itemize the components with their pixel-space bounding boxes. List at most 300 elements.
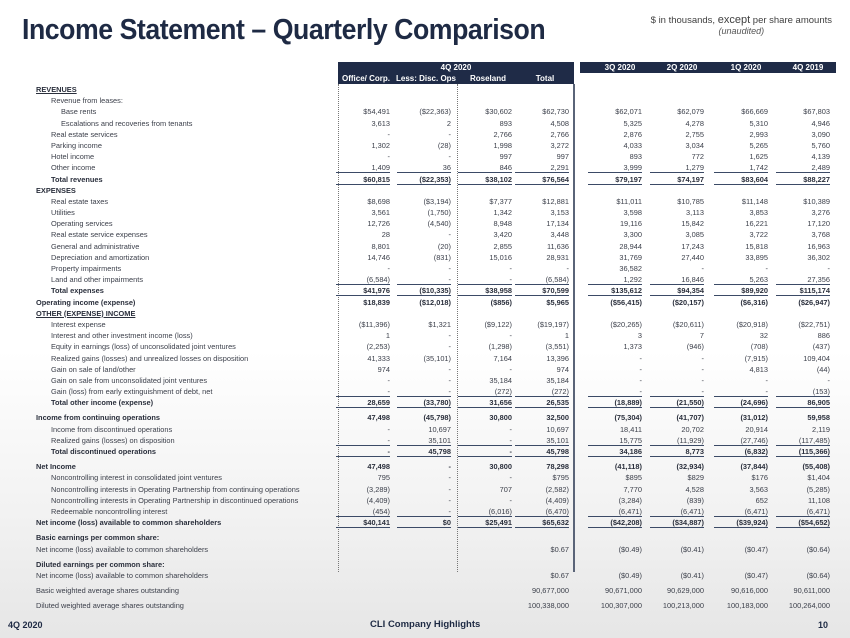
table-row [0,174,850,185]
cell-text: - [458,275,512,285]
cell-value: 3,598 [623,208,642,218]
cell-value: 8,948 [493,219,512,229]
cell-text: 26,535 [515,398,569,408]
row-label: Income from continuing operations [36,413,161,423]
cell-value: $62,071 [615,107,642,117]
row-label: Equity in earnings (loss) of unconsolidated joint ventures [51,342,236,352]
table-row [0,600,850,611]
cell-value [391,446,451,457]
cell-value [708,386,768,397]
cell-value: - [639,364,642,374]
cell-text: 1,292 [588,275,642,285]
cell-value: - [387,375,390,385]
cell-value: ($0.47) [744,570,768,580]
cell-value: ($11,396) [358,319,390,329]
cell-value: 100,307,000 [600,601,642,611]
cell-value: - [448,152,451,162]
cell-value [452,506,512,517]
cell-text: $88,227 [776,175,830,185]
col-header-less-disc-ops: Less: Disc. Ops [395,74,457,83]
cell-text: $41,976 [336,286,390,296]
table-row [0,386,850,397]
cell-value: (4,409) [545,495,569,505]
cell-value [452,386,512,397]
table-row [0,95,850,106]
cell-value: 2,119 [812,424,830,434]
cell-text: $25,491 [458,518,512,528]
cell-value: $1,321 [428,319,451,329]
cell-value: 28,931 [546,252,569,262]
row-label: EXPENSES [36,185,76,195]
cell-value [644,386,704,397]
cell-value: (28) [437,140,451,150]
cell-value: (7,915) [744,353,768,363]
cell-value: - [509,264,512,273]
cell-value: 19,116 [619,219,642,229]
page-number: 10 [817,620,828,630]
cell-value: 997 [556,152,569,162]
cell-text: 35,101 [515,436,569,446]
cell-value [582,397,642,408]
cell-value: ($0.41) [680,544,704,554]
cell-value [708,446,768,457]
table-row [0,118,850,129]
cell-text: (6,016) [458,507,512,517]
footer-company: CLI Company Highlights [370,619,481,630]
cell-text: - [397,275,451,285]
cell-value: 2,755 [685,129,704,139]
row-label: Net income (loss) available to common shareholders [36,518,222,528]
cell-value: 1 [385,331,390,341]
row-label: Operating income (expense) [36,297,136,307]
cell-value [644,435,704,446]
cell-value [509,285,569,296]
cell-value: - [701,375,704,385]
cell-value [582,446,642,457]
cell-text: 2,291 [515,163,569,173]
col-header-roseland: Roseland [469,74,506,83]
cell-text: ($39,924) [714,518,768,528]
cell-value [330,517,390,528]
table-row [0,106,850,117]
table-row [0,532,850,543]
cell-value: - [701,353,704,363]
cell-value: 13,396 [546,353,569,363]
cell-text: $79,197 [588,175,642,185]
cell-value: 3,153 [550,208,569,218]
cell-value: $8,698 [367,196,390,206]
cell-value: ($0.49) [618,570,642,580]
cell-value: $66,669 [741,107,768,117]
cell-text: 45,798 [397,447,451,457]
cell-value: $829 [687,473,704,483]
cell-value: 3 [637,331,642,341]
cell-value: 15,842 [681,219,704,229]
cell-value: (20) [437,241,451,251]
cell-value [330,285,390,296]
cell-value: - [509,495,512,505]
cell-value: 27,440 [681,252,704,262]
cell-value [509,174,569,185]
row-label: Income from discontinued operations [51,424,173,434]
row-label: Interest expense [51,319,106,329]
cell-value: 974 [377,364,390,374]
cell-text: (11,929) [650,436,704,446]
cell-value [770,274,830,285]
cell-value: - [701,264,704,273]
row-label: Gain (loss) from early extinguishment of debt, net [51,387,213,397]
table-row [0,495,850,506]
row-label: Total revenues [51,174,103,184]
cell-value: (41,707) [676,413,704,423]
cell-value: $1,404 [807,473,830,483]
cell-value: 100,213,000 [662,601,704,611]
cell-value: 5,325 [623,118,642,128]
cell-value: 100,338,000 [527,601,569,611]
row-label: General and administrative [51,241,140,251]
cell-value: - [701,364,704,374]
cell-value: (4,540) [427,219,451,229]
cell-value: $18,839 [363,297,390,307]
cell-value [509,435,569,446]
cell-value: - [639,353,642,363]
cell-value: - [387,264,390,273]
cell-value: - [448,331,451,341]
cell-text: $65,632 [515,518,569,528]
cell-value: 12,726 [367,219,390,229]
cell-text: - [458,436,512,446]
cell-value [391,386,451,397]
table-row [0,424,850,435]
cell-value [708,517,768,528]
cell-text: $94,354 [650,286,704,296]
cell-value: (44) [816,364,830,374]
table-row [0,570,850,581]
cell-text: - [458,447,512,457]
cell-value: (946) [686,342,704,352]
cell-text: 34,186 [588,447,642,457]
cell-value: $176 [751,473,768,483]
row-label: Depreciation and amortization [51,252,150,262]
cell-value: 795 [377,473,390,483]
cell-value: $11,148 [741,196,768,206]
table-row [0,285,850,296]
cell-value: 28 [381,230,390,240]
cell-value: $10,389 [803,196,830,206]
cell-text: $38,102 [458,175,512,185]
cell-value: 2,766 [550,129,569,139]
cell-value: (839) [686,495,704,505]
cell-value: (2,253) [366,342,390,352]
cell-text: 3,999 [588,163,642,173]
cell-value [770,386,830,397]
cell-value: 3,113 [686,208,704,218]
cell-value: 886 [817,331,830,341]
cell-value: 7 [699,331,704,341]
cell-value [644,274,704,285]
cell-value: 41,333 [367,353,390,363]
cell-value: 15,818 [745,241,768,251]
cell-value [452,397,512,408]
table-row [0,341,850,352]
cell-value: $67,803 [803,107,830,117]
cell-value: 3,613 [371,118,390,128]
cell-value: 4,528 [685,484,704,494]
cell-value: - [509,331,512,341]
cell-text: - [397,387,451,397]
cell-text: (6,584) [515,275,569,285]
cell-value: 18,411 [619,424,642,434]
cell-text: 846 [458,163,512,173]
row-label: Operating services [51,219,113,229]
row-label: Property impairments [51,264,122,273]
cell-text: 2,489 [776,163,830,173]
row-label: Net income (loss) available to common shareholders [36,570,209,580]
cell-text: (6,471) [714,507,768,517]
cell-value: ($9,122) [484,319,512,329]
cell-value: 3,300 [623,230,642,240]
table-row [0,506,850,517]
table-row [0,297,850,308]
row-label: Basic weighted average shares outstanding [36,586,179,596]
cell-value: 5,760 [811,140,830,150]
cell-value: ($12,018) [419,297,451,307]
cell-value: 7,770 [623,484,642,494]
cell-text: 45,798 [515,447,569,457]
cell-value [330,174,390,185]
cell-value: - [448,495,451,505]
cell-text: 1,279 [650,163,704,173]
cell-value: 2,855 [493,241,512,251]
cell-value [391,397,451,408]
cell-value: 1,625 [749,152,768,162]
cell-value: 17,120 [807,219,830,229]
cell-value: 997 [499,152,512,162]
row-label: Diluted weighted average shares outstanding [36,601,184,611]
cell-value: 707 [499,484,512,494]
table-row [0,585,850,596]
cell-value [509,162,569,173]
cell-value: $0.67 [550,570,569,580]
cell-value: - [448,473,451,483]
row-label: Gain on sale of land/other [51,364,136,374]
cell-value: $30,602 [485,107,512,117]
cell-text: (21,550) [650,398,704,408]
cell-value: ($26,947) [798,297,830,307]
cell-text: $70,599 [515,286,569,296]
cell-value [330,435,390,446]
table-row [0,241,850,252]
cell-text: (6,584) [336,275,390,285]
cell-text: $76,564 [515,175,569,185]
cell-value: 15,016 [489,252,512,262]
cell-value: 3,085 [685,230,704,240]
cell-value: ($22,751) [798,319,830,329]
cell-text: 8,773 [650,447,704,457]
units-emph: except [717,14,751,26]
cell-text: $40,141 [336,518,390,528]
cell-value [391,285,451,296]
table-row [0,196,850,207]
cell-value: - [566,264,569,273]
cell-value: ($19,197) [537,319,569,329]
cell-value: 1,342 [493,208,512,218]
table-row [0,517,850,528]
row-label: Noncontrolling interests in Operating Partnership from continuing operations [51,484,300,494]
cell-value: $5,965 [546,297,569,307]
cell-value: 90,629,000 [667,586,704,596]
table-row [0,162,850,173]
cell-value: ($6,316) [740,297,768,307]
cell-value [509,386,569,397]
row-label: Parking income [51,140,102,150]
cell-value: $7,377 [489,196,512,206]
cell-value [708,435,768,446]
cell-text: ($42,208) [588,518,642,528]
cell-value: ($0.64) [806,570,830,580]
cell-value: 4,033 [623,140,642,150]
cell-text: - [336,387,390,397]
row-label: Redeemable noncontrolling interest [51,506,168,516]
cell-text: (6,470) [515,507,569,517]
cell-value [391,506,451,517]
table-row [0,484,850,495]
table-row [0,461,850,472]
cell-value: 1,302 [371,140,390,150]
cell-value: 20,702 [681,424,704,434]
table-row [0,129,850,140]
table-row [0,364,850,375]
cell-value: 36,582 [619,264,642,273]
cell-value: $54,491 [363,107,390,117]
cell-value: 17,134 [546,219,569,229]
cell-text: $60,815 [336,175,390,185]
table-row [0,229,850,240]
cell-text: (6,471) [776,507,830,517]
row-label: OTHER (EXPENSE) INCOME [36,308,136,318]
cell-value [452,162,512,173]
cell-value [644,397,704,408]
table-row [0,435,850,446]
cell-value: - [509,473,512,483]
cell-value [452,174,512,185]
cell-value: (45,798) [423,413,451,423]
table-row [0,308,850,319]
cell-value [582,174,642,185]
cell-value: 90,677,000 [532,586,569,596]
table-row [0,544,850,555]
cell-value: ($20,265) [610,319,642,329]
cell-value [582,435,642,446]
cell-value: - [509,364,512,374]
table-row [0,319,850,330]
cell-text: 5,263 [714,275,768,285]
cell-value: 1,373 [623,342,642,352]
cell-text: 15,775 [588,436,642,446]
cell-value: 893 [499,118,512,128]
page-title: Income Statement – Quarterly Comparison [22,14,546,46]
cell-text: $83,604 [714,175,768,185]
cell-value: - [765,264,768,273]
cell-value: 59,958 [807,413,830,423]
cell-value: 3,853 [749,208,768,218]
cell-value [770,162,830,173]
cell-text: 31,656 [458,398,512,408]
cell-value: ($0.41) [680,570,704,580]
col-header-prior-3: 4Q 2019 [792,63,824,72]
cell-value [509,506,569,517]
row-label: Escalations and recoveries from tenants [61,118,193,128]
cell-value: (3,284) [618,495,642,505]
row-label: Basic earnings per common share: [36,533,160,543]
cell-value: - [387,129,390,139]
cell-value: 10,697 [546,424,569,434]
cell-text: 28,659 [336,398,390,408]
cell-value [708,274,768,285]
table-row [0,330,850,341]
cell-value: - [448,129,451,139]
cell-value: $10,785 [677,196,704,206]
cell-value: $62,079 [677,107,704,117]
units-prefix: $ in thousands, [650,15,718,26]
cell-value [582,517,642,528]
cell-value: 2,876 [623,129,642,139]
cell-text: $74,197 [650,175,704,185]
cell-text: $38,958 [458,286,512,296]
cell-value: (2,582) [545,484,569,494]
cell-value [708,285,768,296]
cell-value [582,285,642,296]
cell-value: 109,404 [803,353,830,363]
cell-value: ($0.49) [618,544,642,554]
cell-value [644,162,704,173]
cell-value: - [448,375,451,385]
cell-value: (1,298) [488,342,512,352]
cell-text: - [714,387,768,397]
cell-value [770,174,830,185]
cell-text: 1,742 [714,163,768,173]
cell-text: 16,846 [650,275,704,285]
row-label: Total expenses [51,286,104,296]
cell-value: (4,409) [366,495,390,505]
col-header-office-corp: Office/ Corp. [341,74,390,83]
cell-value [452,435,512,446]
cell-value: 2,993 [749,129,768,139]
cell-value: ($856) [490,297,512,307]
col-header-prior-1: 2Q 2020 [666,63,698,72]
cell-value [708,162,768,173]
row-label: Real estate services [51,129,118,139]
row-label: Diluted earnings per common share: [36,559,165,569]
cell-value: (437) [812,342,830,352]
cell-value: 32,500 [546,413,569,423]
cell-value [644,506,704,517]
cell-value: 90,616,000 [731,586,768,596]
table-row [0,263,850,274]
cell-value: 35,184 [489,375,512,385]
cell-value: 1,998 [493,140,512,150]
cell-text: ($10,335) [397,286,451,296]
cell-value: - [448,264,451,273]
cell-text: - [650,387,704,397]
cell-value: 3,722 [749,230,768,240]
cell-value: 16,221 [745,219,768,229]
cell-value: (37,844) [740,462,768,472]
cell-value: - [448,484,451,494]
cell-value: 14,746 [367,252,390,262]
cell-value: ($3,194) [423,196,451,206]
cell-value: 772 [691,152,704,162]
